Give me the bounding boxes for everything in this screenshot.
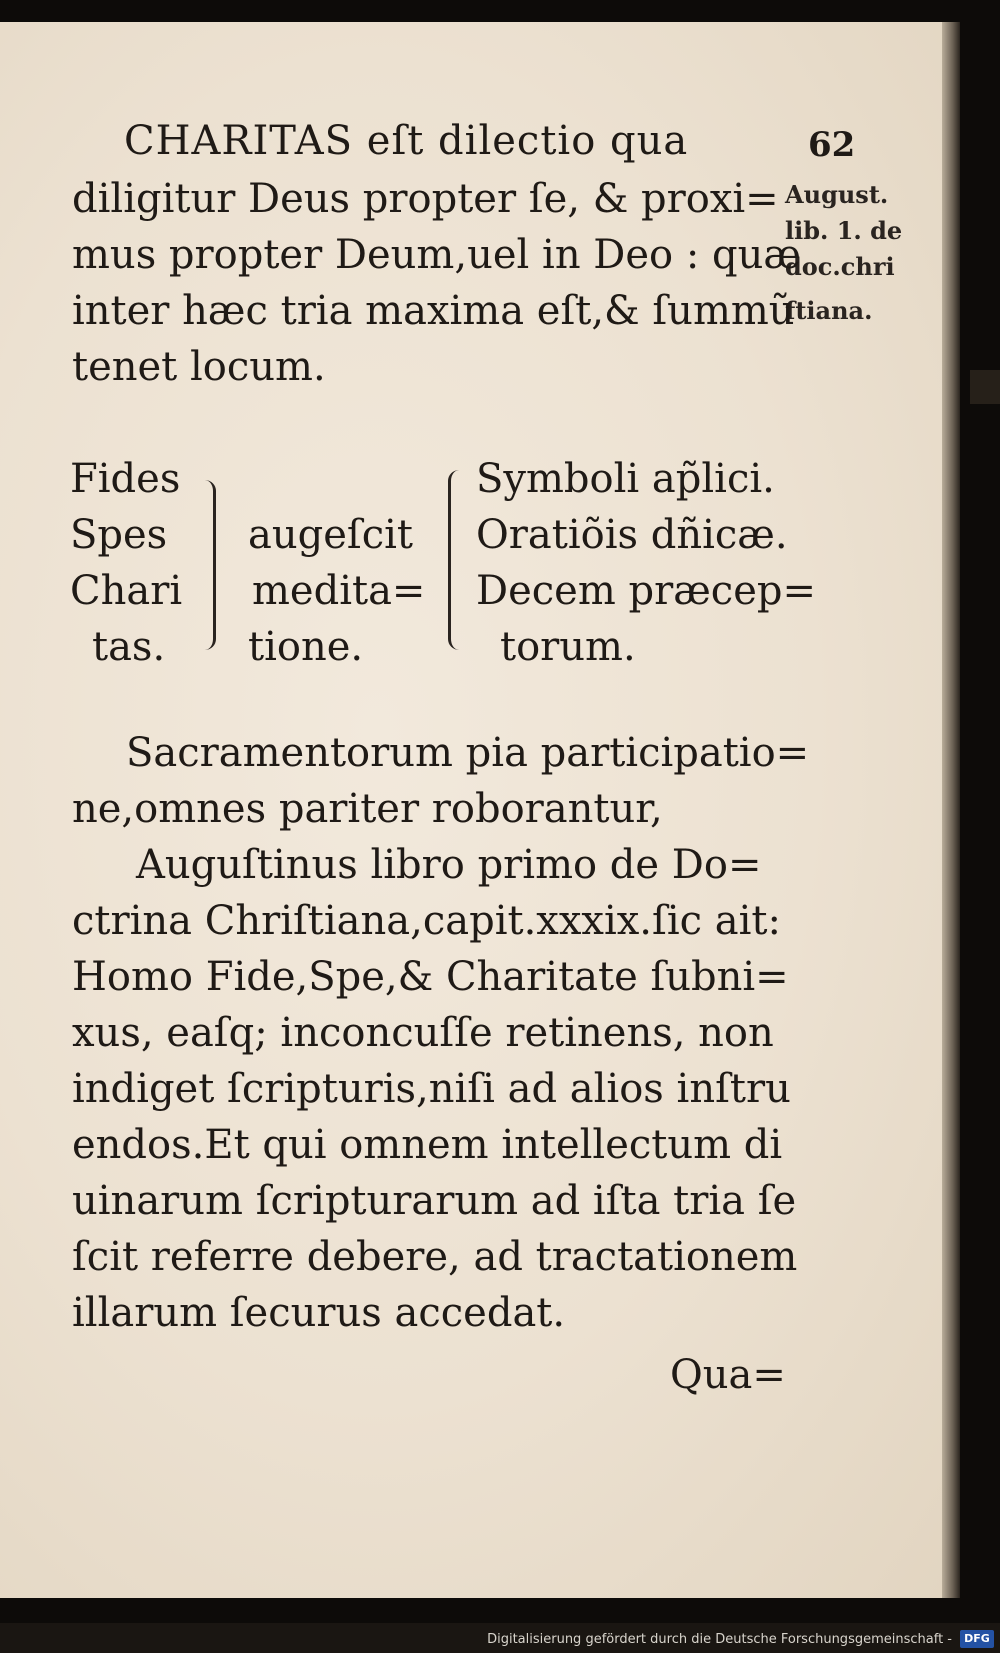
page-edge-shadow xyxy=(942,22,960,1598)
page-number: 62 xyxy=(808,125,856,165)
paragraph-2-line-11: illarum ſecurus accedat. xyxy=(72,1290,566,1336)
right-bracket xyxy=(448,470,459,650)
marginal-note-line-1: August. xyxy=(785,180,889,209)
scheme-right-1: Symboli ap̃lici. xyxy=(476,456,775,502)
scheme-right-4: torum. xyxy=(500,624,636,670)
paragraph-2-line-5: Homo Fide,Spe,& Charitate ſubni= xyxy=(72,954,789,1000)
paragraph-2-line-7: indiget ſcripturis,niſi ad alios inſtru xyxy=(72,1066,791,1112)
scheme-right-2: Oratiõis dñicæ. xyxy=(476,512,788,558)
marginal-note-line-3: doc.chri xyxy=(785,252,895,281)
scheme-left-3: Chari xyxy=(70,568,183,614)
paragraph-1-line-2: diligitur Deus propter ſe, & proxi= xyxy=(72,176,779,222)
footer-credit: Digitalisierung gefördert durch die Deutsche Forschungsgemeinschaft - xyxy=(487,1632,952,1647)
scheme-middle-3: tione. xyxy=(248,624,364,670)
paragraph-1-line-5: tenet locum. xyxy=(72,344,326,390)
catchword: Qua= xyxy=(670,1352,786,1398)
marginal-note-line-2: lib. 1. de xyxy=(785,216,903,245)
scheme-right-3: Decem præcep= xyxy=(476,568,816,614)
paragraph-2-line-2: ne,omnes pariter roborantur, xyxy=(72,786,663,832)
bleed-through-mark xyxy=(970,370,1000,404)
scheme-middle-1: augeſcit xyxy=(248,512,413,558)
paragraph-1-line-3: mus propter Deum,uel in Deo : quæ xyxy=(72,232,801,278)
paragraph-2-line-3: Auguſtinus libro primo de Do= xyxy=(136,842,762,888)
scheme-left-1: Fides xyxy=(70,456,181,502)
digitization-footer xyxy=(0,1623,1000,1653)
paragraph-2-line-6: xus, eaſq; inconcuſſe retinens, non xyxy=(72,1010,774,1056)
paragraph-2-line-1: Sacramentorum pia participatio= xyxy=(126,730,810,776)
paragraph-2-line-4: ctrina Chriſtiana,capit.xxxix.ſic ait: xyxy=(72,898,781,944)
marginal-note-line-4: ftiana. xyxy=(785,296,873,325)
paragraph-1-line-1: CHARITAS eſt dilectio qua xyxy=(124,118,689,164)
scheme-left-4: tas. xyxy=(92,624,166,670)
paragraph-2-line-8: endos.Et qui omnem intellectum di xyxy=(72,1122,783,1168)
paragraph-2-line-10: ſcit referre debere, ad tractationem xyxy=(72,1234,798,1280)
scheme-left-2: Spes xyxy=(70,512,168,558)
dfg-logo: DFG xyxy=(960,1630,994,1648)
paragraph-2-line-9: uinarum ſcripturarum ad iſta tria ſe xyxy=(72,1178,797,1224)
left-bracket xyxy=(205,480,216,650)
scheme-middle-2: medita= xyxy=(252,568,426,614)
paragraph-1-line-4: inter hæc tria maxima eſt,& ſummũ xyxy=(72,288,795,334)
